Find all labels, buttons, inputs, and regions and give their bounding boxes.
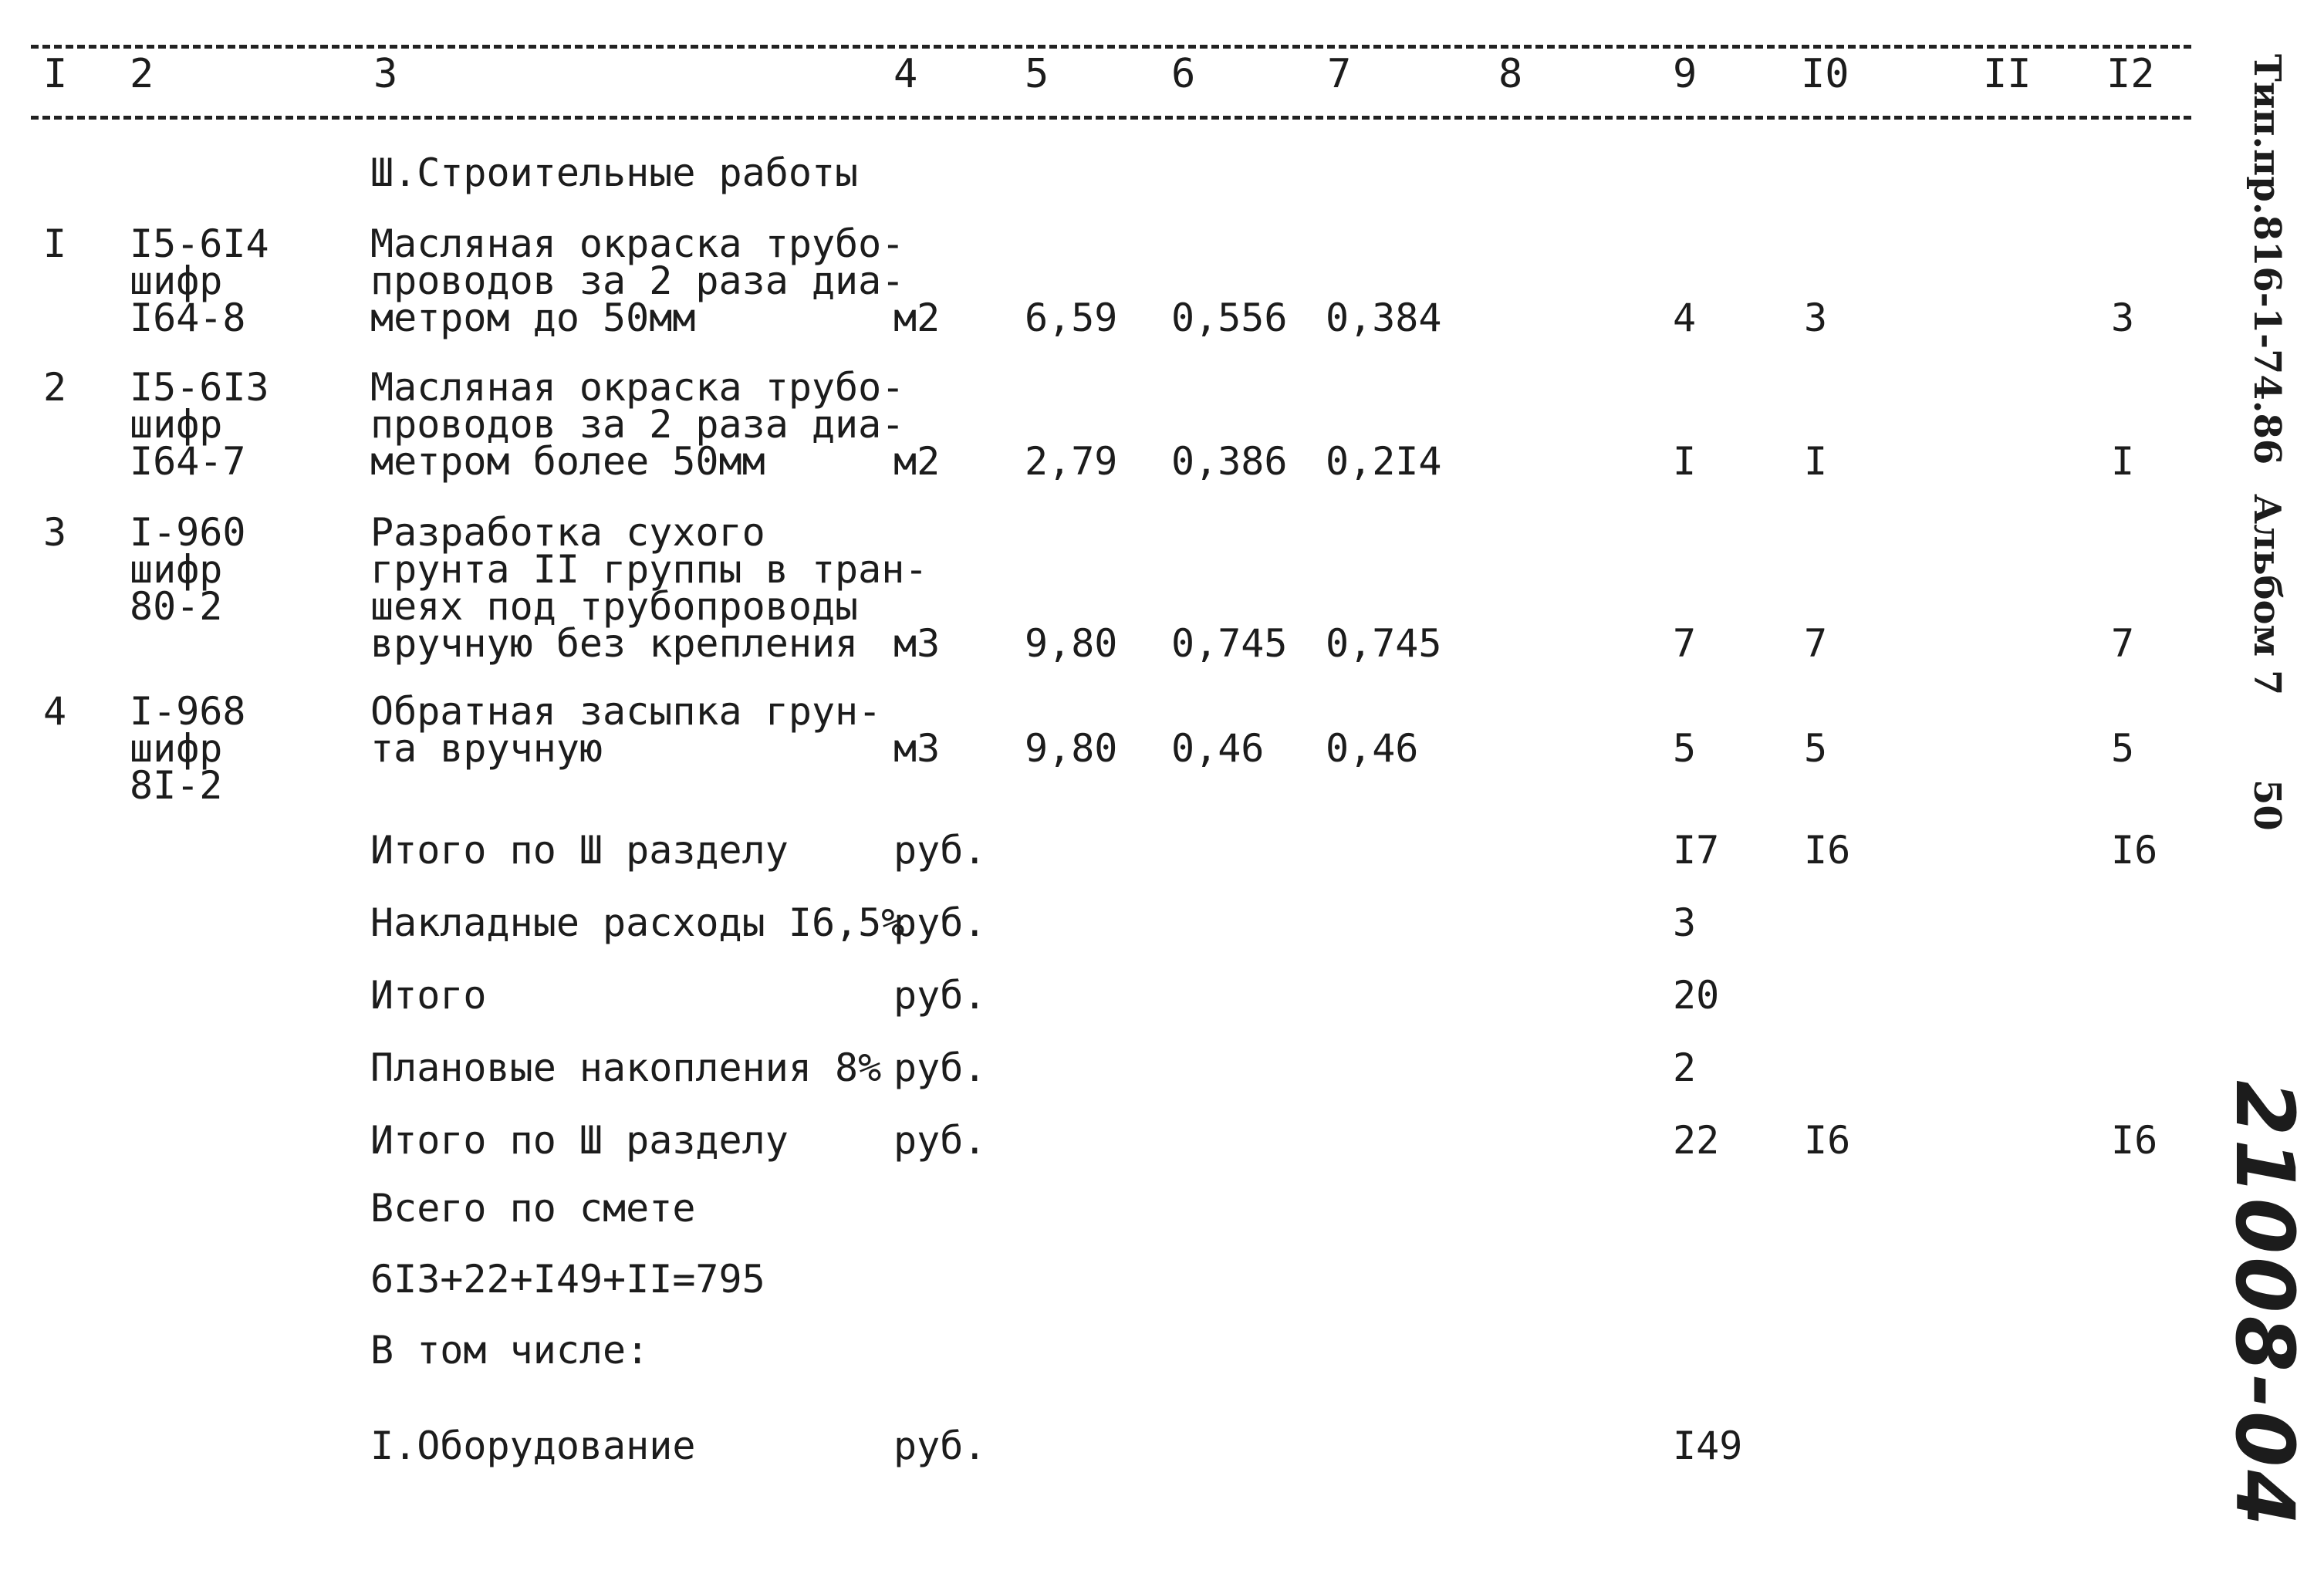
col7-cell: 0,384 bbox=[1326, 295, 1442, 340]
col5-cell: 9,80 bbox=[1025, 726, 1118, 771]
summary-unit: руб. bbox=[893, 1045, 987, 1090]
col12-cell: I bbox=[2111, 439, 2135, 484]
description-line: проводов за 2 раза диа- bbox=[370, 258, 905, 303]
column-header-9: 9 bbox=[1673, 51, 1697, 97]
summary-col9: I7 bbox=[1673, 828, 1720, 873]
description-line: метром до 50мм bbox=[370, 295, 696, 340]
row-number: 3 bbox=[43, 510, 67, 555]
description-line: Разработка сухого bbox=[370, 510, 765, 555]
total-label: Всего по смете bbox=[370, 1186, 696, 1231]
column-header-12: I2 bbox=[2106, 51, 2155, 97]
column-header-10: I0 bbox=[1801, 51, 1849, 97]
unit-cell: м2 bbox=[893, 439, 941, 484]
col5-cell: 6,59 bbox=[1025, 295, 1118, 340]
header-bottom-rule bbox=[31, 116, 2191, 120]
summary-label: Итого bbox=[370, 973, 487, 1018]
col12-cell: 5 bbox=[2111, 726, 2135, 771]
header-top-rule bbox=[31, 45, 2191, 49]
page-number: 50 bbox=[2245, 779, 2289, 831]
unit-cell: м2 bbox=[893, 295, 941, 340]
summary-col9: 3 bbox=[1673, 900, 1697, 945]
equipment-unit: руб. bbox=[893, 1423, 987, 1468]
project-number: Тип.пр.816-1-74.86 bbox=[2245, 54, 2289, 465]
col6-cell: 0,745 bbox=[1171, 621, 1288, 666]
column-header-2: 2 bbox=[130, 51, 154, 97]
summary-label: Накладные расходы I6,5% bbox=[370, 900, 905, 945]
col12-cell: 7 bbox=[2111, 621, 2135, 666]
handwritten-doc-number: 21008-04 bbox=[2218, 1080, 2312, 1529]
description-line: Масляная окраска трубо- bbox=[370, 221, 905, 266]
col10-cell: 7 bbox=[1804, 621, 1828, 666]
col9-cell: 4 bbox=[1673, 295, 1697, 340]
col7-cell: 0,46 bbox=[1326, 726, 1419, 771]
summary-col10: I6 bbox=[1804, 1118, 1851, 1163]
summary-label: Плановые накопления 8% bbox=[370, 1045, 882, 1090]
col9-cell: I bbox=[1673, 439, 1697, 484]
col12-cell: 3 bbox=[2111, 295, 2135, 340]
equipment-value: I49 bbox=[1673, 1423, 1743, 1468]
summary-col9: 2 bbox=[1673, 1045, 1697, 1090]
description-line: проводов за 2 раза диа- bbox=[370, 402, 905, 447]
col5-cell: 2,79 bbox=[1025, 439, 1118, 484]
summary-col12: I6 bbox=[2111, 828, 2158, 873]
col10-cell: I bbox=[1804, 439, 1828, 484]
col6-cell: 0,46 bbox=[1171, 726, 1265, 771]
column-header-1: I bbox=[43, 51, 68, 97]
summary-col9: 22 bbox=[1673, 1118, 1720, 1163]
summary-unit: руб. bbox=[893, 900, 987, 945]
description-line: та вручную bbox=[370, 726, 603, 771]
row-number: I bbox=[43, 221, 67, 266]
column-header-8: 8 bbox=[1498, 51, 1523, 97]
rate-code-number: 80-2 bbox=[130, 584, 223, 629]
rate-code-label: шифр bbox=[130, 258, 223, 303]
rate-code: I5-6I4 bbox=[130, 221, 269, 266]
col9-cell: 7 bbox=[1673, 621, 1697, 666]
rate-code-label: шифр bbox=[130, 726, 223, 771]
col7-cell: 0,2I4 bbox=[1326, 439, 1442, 484]
summary-col12: I6 bbox=[2111, 1118, 2158, 1163]
column-header-5: 5 bbox=[1025, 51, 1049, 97]
col9-cell: 5 bbox=[1673, 726, 1697, 771]
column-header-4: 4 bbox=[893, 51, 918, 97]
unit-cell: м3 bbox=[893, 621, 941, 666]
description-line: Масляная окраска трубо- bbox=[370, 365, 905, 410]
column-header-7: 7 bbox=[1327, 51, 1352, 97]
including-label: В том числе: bbox=[370, 1328, 650, 1373]
section-title: Ш.Строительные работы bbox=[370, 150, 859, 195]
rate-code: I-968 bbox=[130, 689, 246, 734]
summary-unit: руб. bbox=[893, 973, 987, 1018]
rate-code-number: 8I-2 bbox=[130, 763, 223, 808]
summary-unit: руб. bbox=[893, 1118, 987, 1163]
total-formula: 6I3+22+I49+II=795 bbox=[370, 1257, 765, 1302]
description-line: шеях под трубопроводы bbox=[370, 584, 859, 629]
col6-cell: 0,386 bbox=[1171, 439, 1288, 484]
rate-code-label: шифр bbox=[130, 547, 223, 592]
row-number: 4 bbox=[43, 689, 67, 734]
description-line: Обратная засыпка грун- bbox=[370, 689, 882, 734]
col10-cell: 3 bbox=[1804, 295, 1828, 340]
col6-cell: 0,556 bbox=[1171, 295, 1288, 340]
description-line: грунта II группы в тран- bbox=[370, 547, 928, 592]
description-line: метром более 50мм bbox=[370, 439, 765, 484]
summary-label: Итого по Ш разделу bbox=[370, 828, 789, 873]
rate-code: I-960 bbox=[130, 510, 246, 555]
summary-col10: I6 bbox=[1804, 828, 1851, 873]
column-header-6: 6 bbox=[1171, 51, 1196, 97]
album-label: Альбом 7 bbox=[2245, 494, 2289, 696]
column-header-3: 3 bbox=[373, 51, 398, 97]
unit-cell: м3 bbox=[893, 726, 941, 771]
col7-cell: 0,745 bbox=[1326, 621, 1442, 666]
column-header-11: II bbox=[1983, 51, 2032, 97]
col5-cell: 9,80 bbox=[1025, 621, 1118, 666]
equipment-label: I.Оборудование bbox=[370, 1423, 696, 1468]
description-line: вручную без крепления bbox=[370, 621, 859, 666]
col10-cell: 5 bbox=[1804, 726, 1828, 771]
rate-code-number: I64-8 bbox=[130, 295, 246, 340]
rate-code-number: I64-7 bbox=[130, 439, 246, 484]
row-number: 2 bbox=[43, 365, 67, 410]
summary-col9: 20 bbox=[1673, 973, 1720, 1018]
rate-code: I5-6I3 bbox=[130, 365, 269, 410]
rate-code-label: шифр bbox=[130, 402, 223, 447]
summary-unit: руб. bbox=[893, 828, 987, 873]
summary-label: Итого по Ш разделу bbox=[370, 1118, 789, 1163]
